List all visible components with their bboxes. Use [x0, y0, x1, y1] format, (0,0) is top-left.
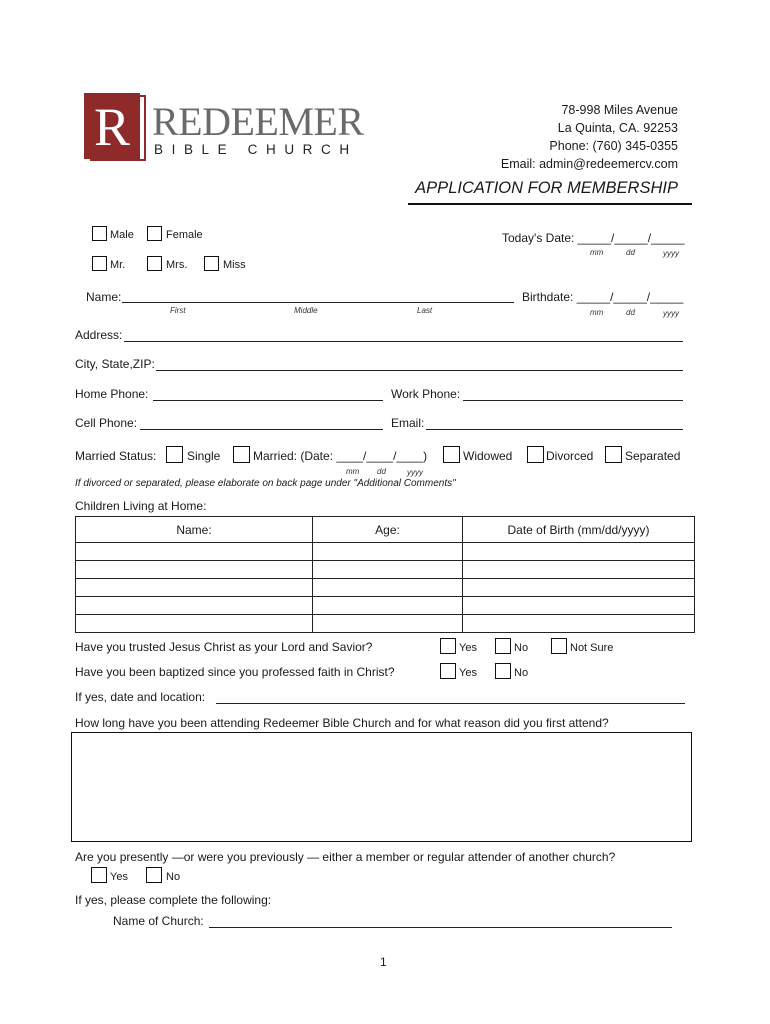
baptism-date-location-label: If yes, date and location:: [75, 690, 206, 704]
child-name-cell[interactable]: [76, 615, 313, 633]
todays-date-field[interactable]: Today's Date: _____/_____/_____: [502, 231, 685, 245]
address-line-1: 78-998 Miles Avenue: [561, 103, 678, 117]
address-label: Address:: [75, 328, 123, 342]
married-date-dd: dd: [377, 467, 386, 476]
baptism-date-location-input-line[interactable]: [216, 703, 685, 704]
table-row: [76, 579, 695, 597]
church-logo-mark: [84, 93, 146, 161]
cell-phone-label: Cell Phone:: [75, 416, 138, 430]
birthdate-yyyy: yyyy: [663, 309, 679, 318]
mr-label: Mr.: [110, 259, 126, 271]
children-table-header: [76, 517, 695, 543]
city-input-line[interactable]: [156, 370, 683, 371]
birthdate-dd: dd: [626, 308, 635, 317]
column-header-dob: Date of Birth (mm/dd/yyyy): [463, 517, 695, 543]
trusted-no-checkbox[interactable]: [495, 638, 511, 654]
other-church-yes-checkbox[interactable]: [91, 867, 107, 883]
baptized-question: Have you been baptized since you professed faith in Christ?: [75, 665, 395, 679]
email-line: Email: admin@redeemercv.com: [500, 157, 678, 171]
child-age-cell[interactable]: [313, 579, 463, 597]
birthdate-mm: mm: [590, 308, 604, 317]
work-phone-input-line[interactable]: [463, 400, 683, 401]
form-title: APPLICATION FOR MEMBERSHIP: [415, 179, 678, 197]
married-date-yyyy: yyyy: [407, 468, 423, 477]
birthdate-field[interactable]: Birthdate: _____/_____/_____: [522, 290, 684, 304]
widowed-checkbox[interactable]: [443, 446, 460, 463]
cell-phone-input-line[interactable]: [140, 429, 383, 430]
title-underline: [408, 203, 692, 205]
children-table: [75, 516, 695, 633]
trusted-no-label: No: [514, 642, 529, 654]
name-middle-caption: Middle: [294, 306, 318, 315]
child-dob-cell[interactable]: [463, 615, 695, 633]
name-last-caption: Last: [417, 306, 433, 315]
mrs-label: Mrs.: [166, 259, 188, 271]
logo-subtitle: BIBLE CHURCH: [154, 142, 358, 157]
single-label: Single: [187, 449, 221, 463]
children-section-title: Children Living at Home:: [75, 499, 207, 513]
child-age-cell[interactable]: [313, 561, 463, 579]
mr-checkbox[interactable]: [92, 256, 107, 271]
divorced-label: Divorced: [546, 449, 594, 463]
child-dob-cell[interactable]: [463, 579, 695, 597]
single-checkbox[interactable]: [166, 446, 183, 463]
other-church-yes-label: Yes: [110, 871, 128, 883]
miss-label: Miss: [223, 259, 246, 271]
female-checkbox[interactable]: [147, 226, 162, 241]
todays-date-dd: dd: [626, 248, 635, 257]
email-input-line[interactable]: [426, 429, 683, 430]
name-input-line[interactable]: [122, 302, 514, 303]
married-date-mm: mm: [346, 467, 360, 476]
male-label: Male: [110, 229, 134, 241]
phone-line: Phone: (760) 345-0355: [549, 139, 678, 153]
baptized-no-label: No: [514, 667, 529, 679]
mrs-checkbox[interactable]: [147, 256, 162, 271]
baptized-yes-label: Yes: [459, 667, 477, 679]
separated-label: Separated: [625, 449, 681, 463]
name-first-caption: First: [170, 306, 186, 315]
church-name-label: Name of Church:: [113, 914, 204, 928]
table-row: [76, 543, 695, 561]
logo-block: [84, 93, 140, 159]
email-label: Email:: [391, 416, 425, 430]
address-line-2: La Quinta, CA. 92253: [557, 121, 678, 135]
married-checkbox[interactable]: [233, 446, 250, 463]
miss-checkbox[interactable]: [204, 256, 219, 271]
baptized-yes-checkbox[interactable]: [440, 663, 456, 679]
child-dob-cell[interactable]: [463, 597, 695, 615]
other-church-no-checkbox[interactable]: [146, 867, 162, 883]
child-name-cell[interactable]: [76, 579, 313, 597]
baptized-no-checkbox[interactable]: [495, 663, 511, 679]
trusted-yes-checkbox[interactable]: [440, 638, 456, 654]
home-phone-label: Home Phone:: [75, 387, 149, 401]
todays-date-mm: mm: [590, 248, 604, 257]
child-name-cell[interactable]: [76, 543, 313, 561]
todays-date-yyyy: yyyy: [663, 249, 679, 258]
separated-checkbox[interactable]: [605, 446, 622, 463]
church-name-input-line[interactable]: [209, 927, 672, 928]
married-label: Married: (Date: ____/____/____): [253, 449, 428, 463]
widowed-label: Widowed: [463, 449, 513, 463]
other-church-no-label: No: [166, 871, 181, 883]
attending-question: How long have you been attending Redeemer Bible Church and for what reason did you first attend?: [75, 716, 609, 730]
trusted-christ-question: Have you trusted Jesus Christ as your Lord and Savior?: [75, 640, 373, 654]
trusted-not-sure-label: Not Sure: [570, 642, 614, 654]
child-age-cell[interactable]: [313, 597, 463, 615]
child-age-cell[interactable]: [313, 615, 463, 633]
name-label: Name:: [86, 290, 122, 304]
table-row: [76, 561, 695, 579]
trusted-yes-label: Yes: [459, 642, 477, 654]
page-number: 1: [380, 955, 387, 969]
address-input-line[interactable]: [124, 341, 683, 342]
work-phone-label: Work Phone:: [391, 387, 461, 401]
logo-wordmark: REDEEMER: [152, 99, 364, 144]
attending-answer-box[interactable]: [71, 732, 692, 842]
trusted-not-sure-checkbox[interactable]: [551, 638, 567, 654]
table-row: [76, 597, 695, 615]
married-status-label: Married Status:: [75, 449, 157, 463]
child-name-cell[interactable]: [76, 561, 313, 579]
child-name-cell[interactable]: [76, 597, 313, 615]
table-row: [76, 615, 695, 633]
other-church-instruction: If yes, please complete the following:: [75, 893, 272, 907]
female-label: Female: [166, 229, 203, 241]
divorced-checkbox[interactable]: [527, 446, 544, 463]
column-header-age: Age:: [313, 517, 463, 543]
other-church-question: Are you presently —or were you previously — either a member or regular attender of another church?: [75, 850, 616, 864]
child-dob-cell[interactable]: [463, 561, 695, 579]
child-age-cell[interactable]: [313, 543, 463, 561]
divorced-note: If divorced or separated, please elaborate on back page under "Additional Comments": [75, 478, 456, 489]
city-label: City, State,ZIP:: [75, 357, 155, 371]
child-dob-cell[interactable]: [463, 543, 695, 561]
male-checkbox[interactable]: [92, 226, 107, 241]
column-header-name: Name:: [76, 517, 313, 543]
logo-letter: R: [93, 97, 131, 157]
home-phone-input-line[interactable]: [153, 400, 383, 401]
